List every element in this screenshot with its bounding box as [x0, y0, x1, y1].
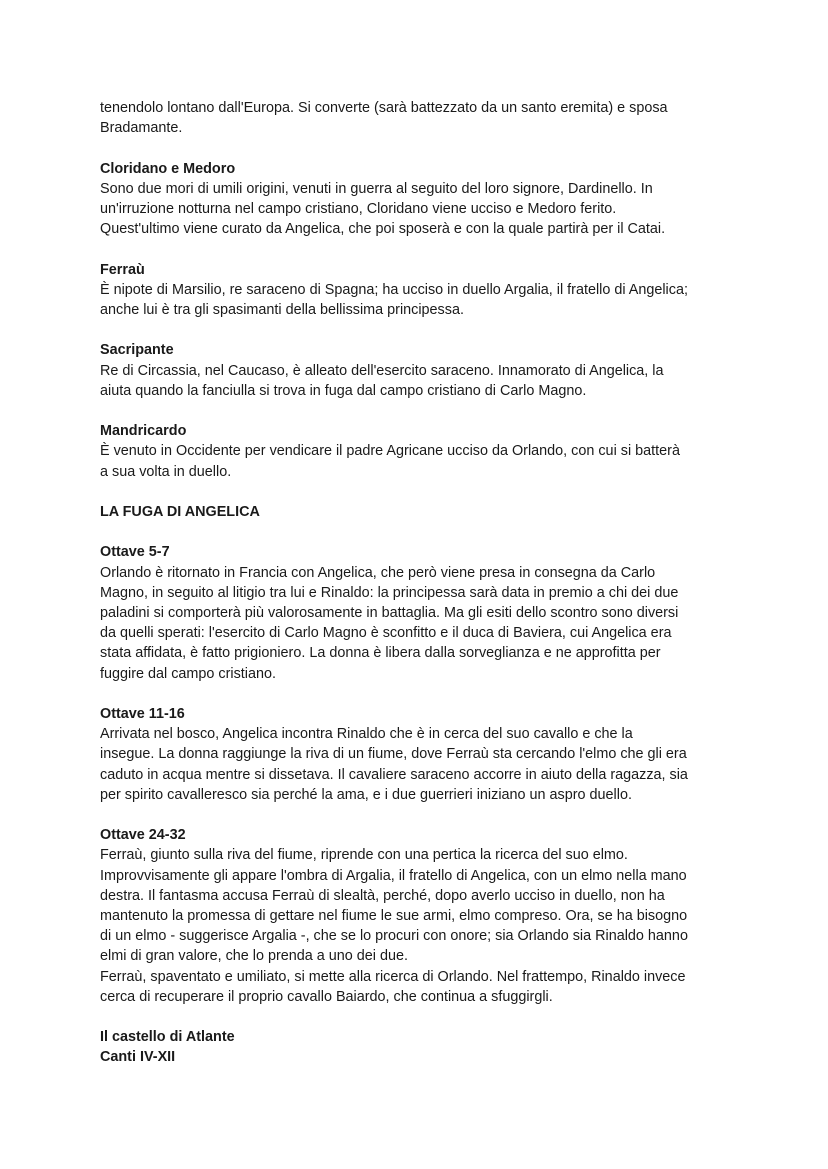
text-line: da quelli sperati: l'esercito di Carlo Magno è sconfitto e il duca di Baviera, cui Angelica era: [100, 625, 672, 642]
section-mandricardo: [100, 421, 740, 482]
text-line: stata affidata, è fatto prigioniero. La donna è libera dalla sorveglianza e ne approfitta per: [100, 645, 661, 662]
section-cloridano-medoro: [100, 159, 740, 240]
text-line: caduto in acqua mentre si dissetava. Il cavaliere saraceno accorre in aiuto della ragazza, sia: [100, 766, 688, 783]
text-line: Ferraù, spaventato e umiliato, si mette alla ricerca di Orlando. Nel frattempo, Rinaldo invece: [100, 968, 686, 985]
text-line: Improvvisamente gli appare l'ombra di Argalia, il fratello di Angelica, con un elmo nella mano: [100, 867, 687, 884]
text-line: elmi di gran valore, che lo prenda a uno dei due.: [100, 948, 409, 965]
text-line: paladini si comporterà più valorosamente in battaglia. Ma gli esiti dello scontro sono diversi: [100, 604, 679, 621]
section-ottave-11-16: [100, 704, 740, 805]
section-title-block: [100, 502, 740, 522]
section-ottave-5-7: [100, 542, 740, 683]
document-body: [100, 98, 740, 1068]
text-line: Quest'ultimo viene curato da Angelica, che poi sposerà e con la quale partirà per il Catai.: [100, 221, 666, 238]
text-line: anche lui è tra gli spasimanti della bellissima principessa.: [100, 302, 464, 318]
text-line: un'irruzione notturna nel campo cristiano, Cloridano viene ucciso e Medoro ferito.: [100, 201, 617, 217]
section-title: LA FUGA DI ANGELICA: [100, 503, 260, 520]
text-line: Sono due mori di umili origini, venuti in guerra al seguito del loro signore, Dardinello. In: [100, 180, 653, 197]
text-line: per spirito cavalleresco sia perché la ama, e i due guerrieri iniziano un aspro duello.: [100, 786, 632, 803]
section-castello-atlante: [100, 1027, 740, 1067]
text-line: Bradamante.: [100, 120, 183, 137]
section-heading: Ottave 24-32: [100, 827, 186, 844]
text-line: di un elmo - suggerisce Argalia -, che se lo procuri con onore; sia Orlando sia Rinaldo hanno: [100, 928, 688, 945]
text-line: fuggire dal campo cristiano.: [100, 665, 276, 682]
section-heading: Sacripante: [100, 342, 174, 359]
text-line: mantenuto la promessa di gettare nel fiume le sue armi, elmo compreso. Ora, se ha bisogno: [100, 908, 688, 924]
section-subheading: Canti IV-XII: [100, 1049, 176, 1066]
section-heading: Ferraù: [100, 261, 145, 278]
text-line: È venuto in Occidente per vendicare il padre Agricane ucciso da Orlando, con cui si batterà: [100, 443, 680, 460]
text-line: Re di Circassia, nel Caucaso, è alleato dell'esercito saraceno. Innamorato di Angelica, la: [100, 362, 664, 379]
section-heading: Ottave 5-7: [100, 544, 170, 561]
text-line: Orlando è ritornato in Francia con Angelica, che però viene presa in consegna da Carlo: [100, 564, 656, 581]
section-heading: Il castello di Atlante: [100, 1029, 235, 1046]
section-ottave-24-32: [100, 825, 740, 1007]
text-line: aiuta quando la fanciulla si trova in fuga dal campo cristiano di Carlo Magno.: [100, 382, 587, 399]
text-line: destra. Il fantasma accusa Ferraù di slealtà, perché, dopo averlo ucciso in duello, non ha: [100, 887, 665, 904]
section-heading: Ottave 11-16: [100, 705, 185, 722]
text-line: Magno, in seguito al litigio tra lui e Rinaldo: la principessa sarà data in premio a chi dei due: [100, 584, 679, 601]
text-line: a sua volta in duello.: [100, 463, 232, 480]
section-sacripante: [100, 340, 740, 401]
text-line: Arrivata nel bosco, Angelica incontra Rinaldo che è in cerca del suo cavallo e che la: [100, 726, 633, 743]
text-line: Ferraù, giunto sulla riva del fiume, riprende con una pertica la ricerca del suo elmo.: [100, 847, 628, 864]
section-heading: Mandricardo: [100, 423, 187, 440]
text-line: cerca di recuperare il proprio cavallo Baiardo, che continua a sfuggirgli.: [100, 988, 553, 1005]
section-heading: Cloridano e Medoro: [100, 160, 236, 177]
section-ferrau: [100, 260, 740, 321]
text-line: insegue. La donna raggiunge la riva di un fiume, dove Ferraù sta cercando l'elmo che gli era: [100, 746, 687, 763]
intro-paragraph: [100, 98, 740, 138]
text-line: tenendolo lontano dall'Europa. Si converte (sarà battezzato da un santo eremita) e sposa: [100, 100, 668, 116]
text-line: È nipote di Marsilio, re saraceno di Spagna; ha ucciso in duello Argalia, il fratello di Angelica;: [100, 281, 688, 298]
